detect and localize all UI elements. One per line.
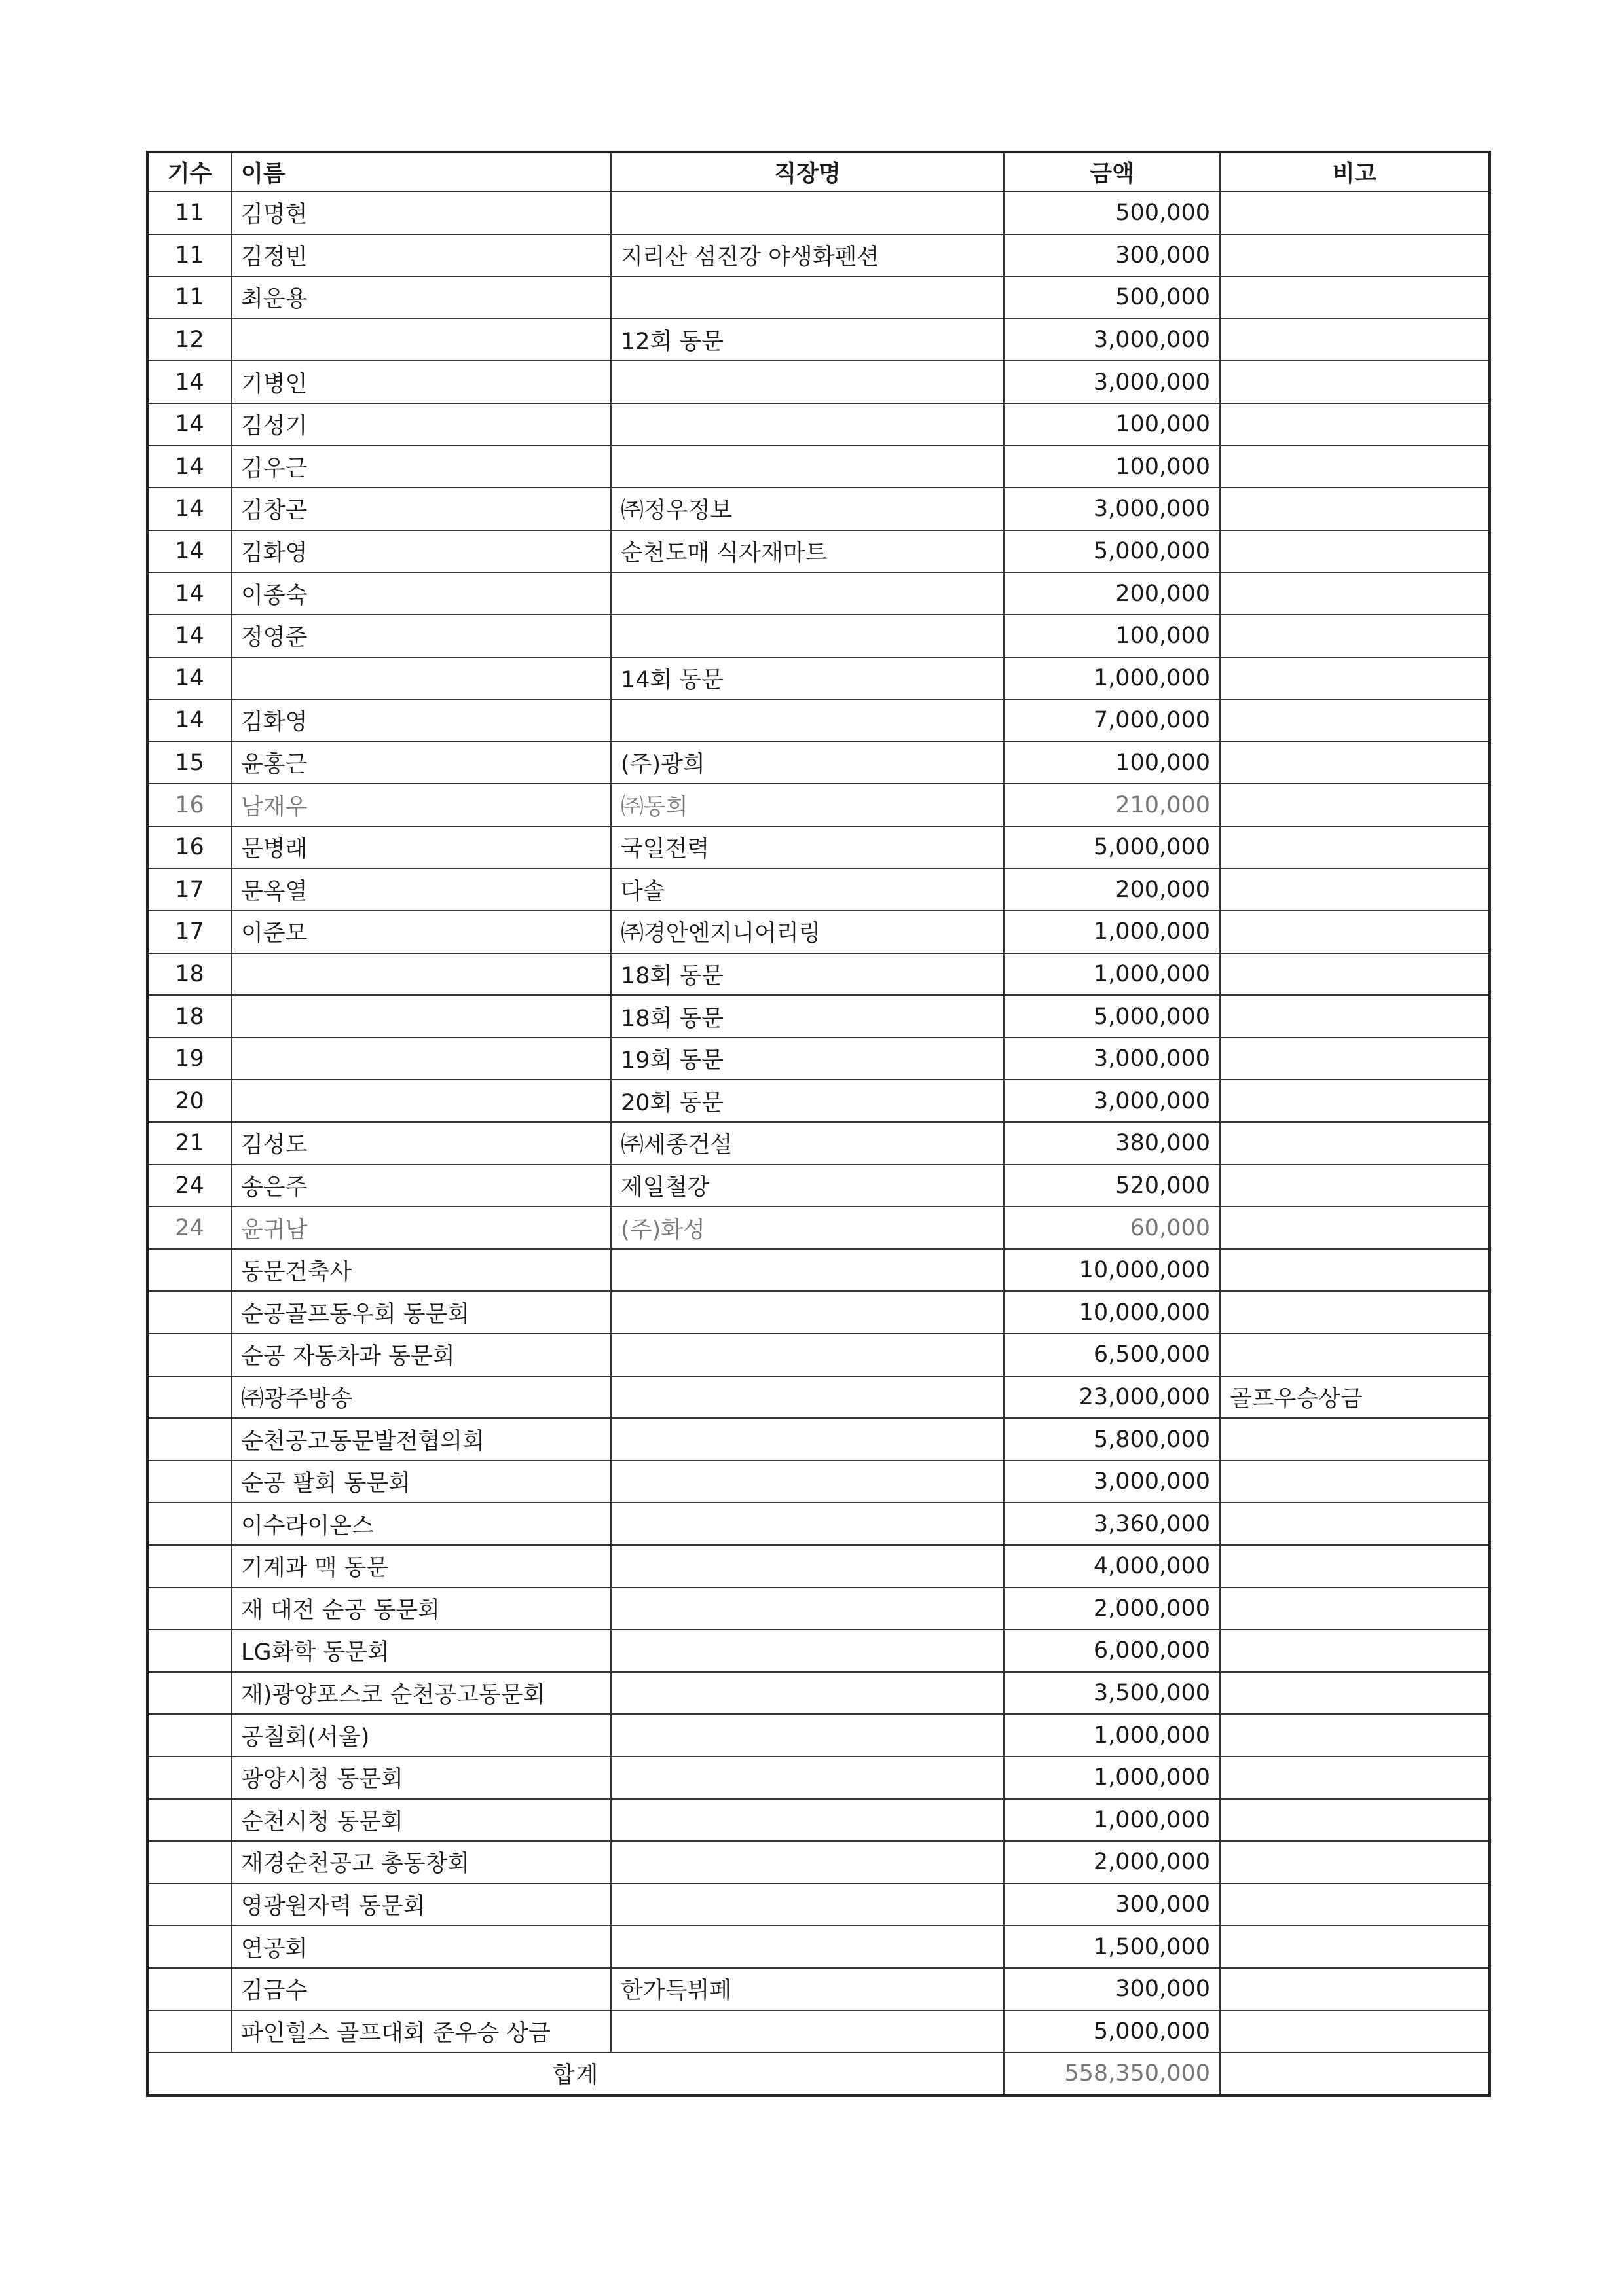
cell-note (1220, 488, 1490, 530)
table-row (147, 869, 1490, 911)
table-row (147, 1038, 1490, 1080)
cell-note (1220, 1630, 1490, 1672)
cell-note (1220, 1249, 1490, 1292)
table-row (147, 1165, 1490, 1207)
cell-amount: 10,000,000 (1004, 1291, 1220, 1334)
cell-workplace (611, 1799, 1004, 1842)
cell-amount: 500,000 (1004, 192, 1220, 234)
cell-amount: 210,000 (1004, 784, 1220, 826)
cell-generation: 18 (147, 995, 231, 1038)
cell-workplace: (주)광희 (611, 742, 1004, 784)
cell-name: 순공골프동우회 동문회 (231, 1291, 611, 1334)
table-row (147, 1672, 1490, 1715)
cell-name: 이종숙 (231, 572, 611, 615)
cell-amount: 3,000,000 (1004, 319, 1220, 361)
table-row (147, 1714, 1490, 1757)
cell-workplace: 20회 동문 (611, 1080, 1004, 1122)
table-row (147, 319, 1490, 361)
cell-note (1220, 1418, 1490, 1461)
cell-name: 순공 자동차과 동문회 (231, 1334, 611, 1376)
cell-amount: 100,000 (1004, 403, 1220, 446)
cell-note (1220, 699, 1490, 742)
cell-amount: 3,360,000 (1004, 1503, 1220, 1545)
cell-amount: 300,000 (1004, 1968, 1220, 2011)
cell-workplace (611, 1630, 1004, 1672)
cell-generation (147, 1884, 231, 1926)
cell-generation: 24 (147, 1207, 231, 1249)
cell-generation (147, 1714, 231, 1757)
cell-name: 김창곤 (231, 488, 611, 530)
cell-workplace (611, 1545, 1004, 1588)
cell-amount: 380,000 (1004, 1122, 1220, 1165)
cell-workplace: (주)화성 (611, 1207, 1004, 1249)
cell-amount: 5,000,000 (1004, 995, 1220, 1038)
cell-note (1220, 1122, 1490, 1165)
cell-workplace: ㈜경안엔지니어리링 (611, 911, 1004, 953)
cell-amount: 6,000,000 (1004, 1630, 1220, 1672)
cell-note (1220, 953, 1490, 996)
cell-note (1220, 1757, 1490, 1799)
cell-name: 김성기 (231, 403, 611, 446)
cell-workplace (611, 1376, 1004, 1419)
table-row (147, 276, 1490, 319)
cell-name: 김명현 (231, 192, 611, 234)
cell-name: 정영준 (231, 615, 611, 657)
header-note: 비고 (1220, 152, 1490, 192)
header-name: 이름 (231, 152, 611, 192)
cell-generation: 16 (147, 784, 231, 826)
cell-name: 김화영 (231, 530, 611, 573)
header-generation: 기수 (147, 152, 231, 192)
cell-generation (147, 1630, 231, 1672)
cell-note (1220, 1207, 1490, 1249)
cell-amount: 2,000,000 (1004, 1588, 1220, 1630)
cell-workplace (611, 1672, 1004, 1715)
cell-generation (147, 1503, 231, 1545)
table-row (147, 1334, 1490, 1376)
cell-note (1220, 1334, 1490, 1376)
cell-name: 기계과 맥 동문 (231, 1545, 611, 1588)
table-row (147, 1545, 1490, 1588)
cell-workplace: 19회 동문 (611, 1038, 1004, 1080)
cell-workplace (611, 1291, 1004, 1334)
cell-amount: 3,000,000 (1004, 1461, 1220, 1503)
cell-name: 파인힐스 골프대회 준우승 상금 (231, 2011, 611, 2053)
cell-generation: 15 (147, 742, 231, 784)
table-row (147, 403, 1490, 446)
cell-name: 김정빈 (231, 234, 611, 277)
cell-amount: 300,000 (1004, 234, 1220, 277)
cell-amount: 6,500,000 (1004, 1334, 1220, 1376)
cell-workplace: 다솔 (611, 869, 1004, 911)
cell-note (1220, 784, 1490, 826)
cell-generation: 14 (147, 361, 231, 403)
table-row (147, 1757, 1490, 1799)
cell-workplace (611, 1418, 1004, 1461)
table-row (147, 1461, 1490, 1503)
cell-name: 윤귀남 (231, 1207, 611, 1249)
cell-generation: 17 (147, 869, 231, 911)
cell-workplace: 순천도매 식자재마트 (611, 530, 1004, 573)
cell-workplace (611, 192, 1004, 234)
cell-workplace (611, 446, 1004, 488)
cell-note (1220, 657, 1490, 700)
cell-name: 영광원자력 동문회 (231, 1884, 611, 1926)
cell-workplace (611, 1757, 1004, 1799)
table-row (147, 1207, 1490, 1249)
cell-workplace (611, 403, 1004, 446)
cell-note (1220, 615, 1490, 657)
cell-generation: 19 (147, 1038, 231, 1080)
cell-generation (147, 1376, 231, 1419)
table-body (147, 192, 1490, 2052)
table-row (147, 2011, 1490, 2053)
cell-note (1220, 446, 1490, 488)
table-row (147, 1588, 1490, 1630)
cell-workplace (611, 572, 1004, 615)
cell-generation: 20 (147, 1080, 231, 1122)
cell-generation: 16 (147, 826, 231, 869)
cell-note (1220, 530, 1490, 573)
cell-generation: 14 (147, 657, 231, 700)
table-row (147, 699, 1490, 742)
cell-name: 최운용 (231, 276, 611, 319)
cell-amount: 3,000,000 (1004, 1080, 1220, 1122)
cell-name (231, 319, 611, 361)
cell-amount: 200,000 (1004, 572, 1220, 615)
cell-workplace (611, 1334, 1004, 1376)
cell-note (1220, 1714, 1490, 1757)
cell-note (1220, 742, 1490, 784)
cell-name (231, 1080, 611, 1122)
cell-name: 문옥열 (231, 869, 611, 911)
cell-name: 동문건축사 (231, 1249, 611, 1292)
cell-generation (147, 1249, 231, 1292)
cell-note (1220, 1925, 1490, 1968)
cell-amount: 5,000,000 (1004, 826, 1220, 869)
cell-note (1220, 1884, 1490, 1926)
table-row (147, 826, 1490, 869)
cell-generation: 11 (147, 192, 231, 234)
cell-workplace (611, 615, 1004, 657)
cell-amount: 3,000,000 (1004, 1038, 1220, 1080)
cell-generation (147, 1418, 231, 1461)
cell-amount: 1,000,000 (1004, 657, 1220, 700)
total-note (1220, 2052, 1490, 2096)
table-row (147, 742, 1490, 784)
total-row (147, 2052, 1490, 2096)
cell-amount: 1,000,000 (1004, 911, 1220, 953)
table-row (147, 446, 1490, 488)
cell-name: 김화영 (231, 699, 611, 742)
table-row (147, 1418, 1490, 1461)
cell-note (1220, 319, 1490, 361)
cell-amount: 1,000,000 (1004, 1714, 1220, 1757)
cell-amount: 4,000,000 (1004, 1545, 1220, 1588)
cell-generation: 14 (147, 615, 231, 657)
cell-note (1220, 1503, 1490, 1545)
cell-workplace (611, 276, 1004, 319)
cell-name: 김성도 (231, 1122, 611, 1165)
cell-amount: 5,800,000 (1004, 1418, 1220, 1461)
cell-name: 재 대전 순공 동문회 (231, 1588, 611, 1630)
cell-amount: 500,000 (1004, 276, 1220, 319)
cell-amount: 520,000 (1004, 1165, 1220, 1207)
cell-workplace: ㈜정우정보 (611, 488, 1004, 530)
cell-note (1220, 1080, 1490, 1122)
cell-note (1220, 1968, 1490, 2011)
table-row (147, 1122, 1490, 1165)
cell-generation (147, 1799, 231, 1842)
cell-workplace: ㈜세종건설 (611, 1122, 1004, 1165)
cell-name: 윤홍근 (231, 742, 611, 784)
cell-note (1220, 995, 1490, 1038)
cell-generation (147, 1925, 231, 1968)
cell-amount: 100,000 (1004, 742, 1220, 784)
cell-name: 기병인 (231, 361, 611, 403)
cell-name (231, 1038, 611, 1080)
table-row (147, 192, 1490, 234)
table-row (147, 657, 1490, 700)
cell-workplace: ㈜동희 (611, 784, 1004, 826)
cell-note (1220, 234, 1490, 277)
cell-generation (147, 1461, 231, 1503)
cell-workplace (611, 1925, 1004, 1968)
cell-amount: 100,000 (1004, 446, 1220, 488)
cell-amount: 3,000,000 (1004, 488, 1220, 530)
cell-amount: 100,000 (1004, 615, 1220, 657)
cell-note (1220, 869, 1490, 911)
cell-amount: 7,000,000 (1004, 699, 1220, 742)
header-row (147, 152, 1490, 192)
total-amount: 558,350,000 (1004, 2052, 1220, 2096)
cell-amount: 23,000,000 (1004, 1376, 1220, 1419)
cell-amount: 1,500,000 (1004, 1925, 1220, 1968)
cell-name: 연공회 (231, 1925, 611, 1968)
cell-generation: 11 (147, 276, 231, 319)
cell-generation: 12 (147, 319, 231, 361)
cell-name: 재)광양포스코 순천공고동문회 (231, 1672, 611, 1715)
cell-generation (147, 1588, 231, 1630)
cell-name: 문병래 (231, 826, 611, 869)
cell-workplace (611, 1714, 1004, 1757)
cell-workplace (611, 2011, 1004, 2053)
cell-workplace: 한가득뷔페 (611, 1968, 1004, 2011)
cell-note (1220, 1165, 1490, 1207)
table-row (147, 530, 1490, 573)
cell-generation: 14 (147, 403, 231, 446)
cell-generation (147, 1334, 231, 1376)
table-row (147, 1841, 1490, 1884)
cell-name: 재경순천공고 총동창회 (231, 1841, 611, 1884)
cell-generation (147, 1291, 231, 1334)
cell-amount: 1,000,000 (1004, 1799, 1220, 1842)
cell-generation: 14 (147, 699, 231, 742)
cell-generation (147, 1968, 231, 2011)
cell-amount: 10,000,000 (1004, 1249, 1220, 1292)
cell-note (1220, 1799, 1490, 1842)
cell-name: 이수라이온스 (231, 1503, 611, 1545)
table-row (147, 1291, 1490, 1334)
table-row (147, 1799, 1490, 1842)
cell-workplace: 제일철강 (611, 1165, 1004, 1207)
table-row (147, 488, 1490, 530)
cell-workplace: 12회 동문 (611, 319, 1004, 361)
total-label: 합계 (147, 2052, 1004, 2096)
header-amount: 금액 (1004, 152, 1220, 192)
cell-amount: 3,000,000 (1004, 361, 1220, 403)
cell-generation (147, 1545, 231, 1588)
cell-amount: 1,000,000 (1004, 1757, 1220, 1799)
cell-note (1220, 572, 1490, 615)
cell-name (231, 995, 611, 1038)
cell-generation (147, 2011, 231, 2053)
cell-workplace (611, 1884, 1004, 1926)
cell-workplace: 18회 동문 (611, 995, 1004, 1038)
cell-workplace (611, 361, 1004, 403)
cell-generation: 14 (147, 446, 231, 488)
cell-workplace (611, 1841, 1004, 1884)
cell-amount: 200,000 (1004, 869, 1220, 911)
cell-note (1220, 276, 1490, 319)
cell-name: 남재우 (231, 784, 611, 826)
cell-note (1220, 403, 1490, 446)
cell-amount: 60,000 (1004, 1207, 1220, 1249)
cell-note (1220, 361, 1490, 403)
cell-amount: 3,500,000 (1004, 1672, 1220, 1715)
table-row (147, 1884, 1490, 1926)
cell-generation: 18 (147, 953, 231, 996)
table-row (147, 784, 1490, 826)
cell-name: 송은주 (231, 1165, 611, 1207)
cell-name: 순천시청 동문회 (231, 1799, 611, 1842)
cell-generation (147, 1672, 231, 1715)
cell-generation: 11 (147, 234, 231, 277)
cell-name: 공칠회(서울) (231, 1714, 611, 1757)
cell-note (1220, 2011, 1490, 2053)
cell-generation (147, 1757, 231, 1799)
cell-generation (147, 1841, 231, 1884)
cell-amount: 1,000,000 (1004, 953, 1220, 996)
cell-name: 광양시청 동문회 (231, 1757, 611, 1799)
cell-name: 이준모 (231, 911, 611, 953)
cell-name: ㈜광주방송 (231, 1376, 611, 1419)
cell-generation: 24 (147, 1165, 231, 1207)
cell-name: 순공 팔회 동문회 (231, 1461, 611, 1503)
cell-name: 김우근 (231, 446, 611, 488)
table-row (147, 1925, 1490, 1968)
donation-table (146, 151, 1491, 2097)
cell-workplace: 국일전력 (611, 826, 1004, 869)
cell-workplace (611, 699, 1004, 742)
table-row (147, 615, 1490, 657)
cell-generation: 14 (147, 530, 231, 573)
cell-workplace (611, 1503, 1004, 1545)
cell-workplace (611, 1249, 1004, 1292)
table-row (147, 1630, 1490, 1672)
cell-note (1220, 1291, 1490, 1334)
cell-note (1220, 1588, 1490, 1630)
cell-note: 골프우승상금 (1220, 1376, 1490, 1419)
table-row (147, 911, 1490, 953)
cell-workplace (611, 1588, 1004, 1630)
table-row (147, 1376, 1490, 1419)
cell-note (1220, 1672, 1490, 1715)
table-row (147, 1968, 1490, 2011)
cell-note (1220, 1038, 1490, 1080)
cell-name: 순천공고동문발전협의회 (231, 1418, 611, 1461)
cell-workplace: 14회 동문 (611, 657, 1004, 700)
header-workplace: 직장명 (611, 152, 1004, 192)
cell-amount: 300,000 (1004, 1884, 1220, 1926)
cell-note (1220, 1545, 1490, 1588)
cell-name (231, 657, 611, 700)
table-row (147, 1080, 1490, 1122)
cell-amount: 2,000,000 (1004, 1841, 1220, 1884)
cell-note (1220, 826, 1490, 869)
table-row (147, 953, 1490, 996)
cell-workplace: 지리산 섬진강 야생화펜션 (611, 234, 1004, 277)
table-row (147, 995, 1490, 1038)
cell-amount: 5,000,000 (1004, 530, 1220, 573)
cell-generation: 17 (147, 911, 231, 953)
cell-note (1220, 911, 1490, 953)
table-row (147, 1503, 1490, 1545)
table-row (147, 361, 1490, 403)
table-row (147, 572, 1490, 615)
cell-note (1220, 192, 1490, 234)
cell-name (231, 953, 611, 996)
cell-workplace (611, 1461, 1004, 1503)
cell-name: LG화학 동문회 (231, 1630, 611, 1672)
table-row (147, 234, 1490, 277)
cell-note (1220, 1841, 1490, 1884)
table-row (147, 1249, 1490, 1292)
cell-generation: 14 (147, 572, 231, 615)
cell-generation: 14 (147, 488, 231, 530)
cell-amount: 5,000,000 (1004, 2011, 1220, 2053)
cell-note (1220, 1461, 1490, 1503)
cell-generation: 21 (147, 1122, 231, 1165)
cell-workplace: 18회 동문 (611, 953, 1004, 996)
cell-name: 김금수 (231, 1968, 611, 2011)
